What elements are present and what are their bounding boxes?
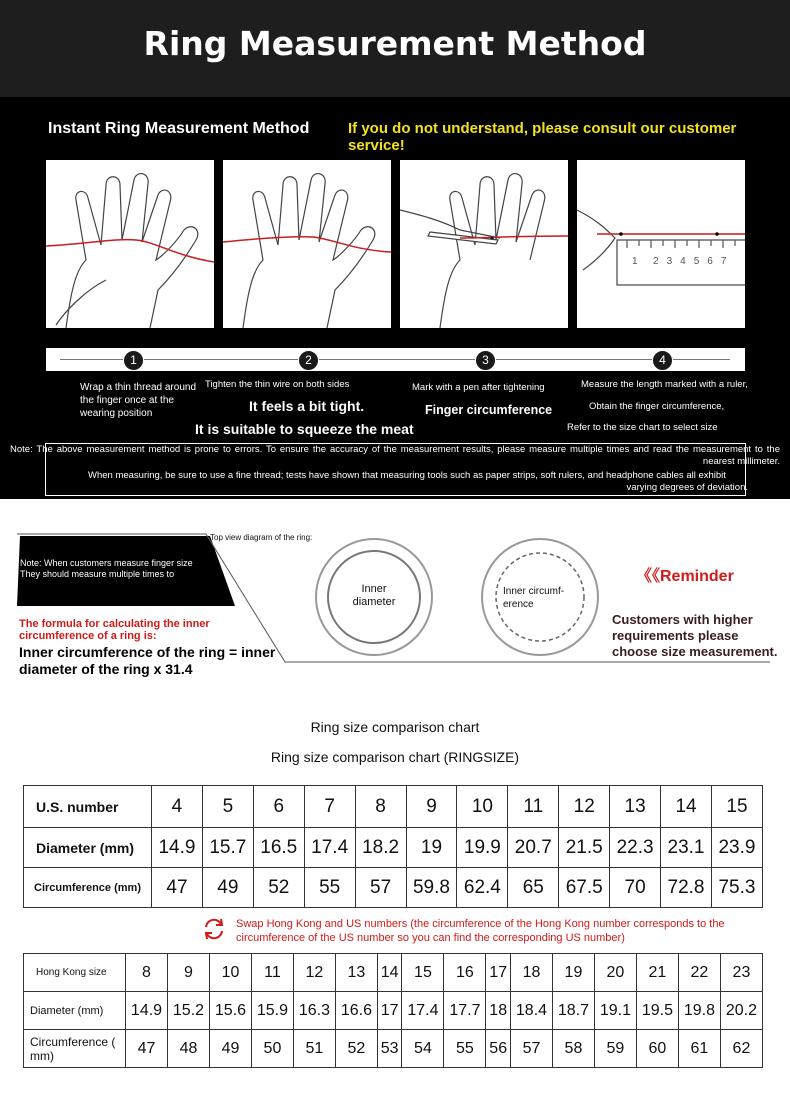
table-cell: 17.4 xyxy=(304,828,355,868)
chart-title: Ring size comparison chart xyxy=(310,719,480,735)
step-2-small-text: Tighten the thin wire on both sides xyxy=(205,379,350,390)
table-cell: 11 xyxy=(251,954,293,992)
row-label: U.S. number xyxy=(24,786,152,828)
table-cell: 19.9 xyxy=(457,828,508,868)
table-cell: 52 xyxy=(253,868,304,908)
ring-inner-diameter-label: Inner diameter xyxy=(352,583,396,608)
table-cell: 16.5 xyxy=(253,828,304,868)
step-4-illustration xyxy=(577,160,745,328)
step-3-small-text: Mark with a pen after tightening xyxy=(412,382,545,393)
table-cell: 19.1 xyxy=(594,992,636,1030)
table-cell: 61 xyxy=(678,1030,720,1068)
step-3-marker: 3 xyxy=(475,350,496,371)
chart-subtitle: Ring size comparison chart (RINGSIZE) xyxy=(270,749,520,765)
table-cell: 10 xyxy=(457,786,508,828)
table-cell: 16 xyxy=(444,954,486,992)
table-cell: 18.2 xyxy=(355,828,406,868)
table-cell: 17.4 xyxy=(402,992,444,1030)
step-3-illustration xyxy=(400,160,568,328)
step-1-text: Wrap a thin thread around the finger once at the wearing position xyxy=(80,382,197,419)
table-cell: 7 xyxy=(304,786,355,828)
table-cell: 54 xyxy=(402,1030,444,1068)
table-cell: 48 xyxy=(167,1030,209,1068)
table-cell: 47 xyxy=(152,868,203,908)
consult-notice: If you do not understand, please consult our customer service! xyxy=(348,120,737,154)
table-cell: 18.7 xyxy=(552,992,594,1030)
table-cell: 9 xyxy=(406,786,457,828)
table-cell: 62.4 xyxy=(457,868,508,908)
table-cell: 23.9 xyxy=(711,828,762,868)
us-number-row xyxy=(24,786,763,828)
customer-requirement-note: Customers with higher requirements please choose size measurement. xyxy=(612,612,778,659)
table-cell: 59 xyxy=(594,1030,636,1068)
table-cell: 72.8 xyxy=(661,868,712,908)
table-cell: 16.6 xyxy=(335,992,377,1030)
row-label: Circumference (mm) xyxy=(24,868,152,908)
table-cell: 67.5 xyxy=(559,868,610,908)
step-2-line2: It is suitable to squeeze the meat xyxy=(195,421,414,437)
table-cell: 20.7 xyxy=(508,828,559,868)
formula-intro: The formula for calculating the inner circumference of a ring is: xyxy=(19,618,210,642)
step-4-marker: 4 xyxy=(652,350,673,371)
table-cell: 19.8 xyxy=(678,992,720,1030)
table-cell: 65 xyxy=(508,868,559,908)
table-cell: 15.2 xyxy=(167,992,209,1030)
step-bar-line xyxy=(60,359,730,360)
table-cell: 15 xyxy=(402,954,444,992)
table-cell: 18 xyxy=(510,954,552,992)
table-cell: 62 xyxy=(720,1030,762,1068)
table-cell: 75.3 xyxy=(711,868,762,908)
table-cell: 21.5 xyxy=(559,828,610,868)
table-cell: 5 xyxy=(202,786,253,828)
row-label: Circumference ( mm) xyxy=(24,1030,126,1068)
table-cell: 57 xyxy=(355,868,406,908)
step-4-line3: Refer to the size chart to select size xyxy=(567,422,718,433)
table-cell: 11 xyxy=(508,786,559,828)
table-cell: 22 xyxy=(678,954,720,992)
table-cell: 9 xyxy=(167,954,209,992)
table-cell: 14 xyxy=(377,954,402,992)
hk-number-row xyxy=(24,954,763,992)
step-2-line1: It feels a bit tight. xyxy=(249,398,365,414)
table-cell: 56 xyxy=(486,1030,511,1068)
ruler-number-1: 1 xyxy=(632,256,638,267)
step-1-illustration xyxy=(46,160,214,328)
table-cell: 10 xyxy=(209,954,251,992)
table-cell: 50 xyxy=(251,1030,293,1068)
reminder-heading: 《《Reminder xyxy=(636,568,734,585)
step-4-line2: Obtain the finger circumference, xyxy=(589,401,725,412)
ruler-numbers: 234567 xyxy=(653,256,735,267)
hk-size-table xyxy=(23,953,763,1068)
table-cell: 16.3 xyxy=(293,992,335,1030)
table-cell: 12 xyxy=(559,786,610,828)
table-cell: 14.9 xyxy=(126,992,168,1030)
step-2-marker: 2 xyxy=(298,350,319,371)
table-cell: 70 xyxy=(610,868,661,908)
table-cell: 52 xyxy=(335,1030,377,1068)
table-cell: 6 xyxy=(253,786,304,828)
table-cell: 17.7 xyxy=(444,992,486,1030)
table-cell: 60 xyxy=(636,1030,678,1068)
instruction-title: Instant Ring Measurement Method xyxy=(48,120,310,137)
table-cell: 15.9 xyxy=(251,992,293,1030)
page-title: Ring Measurement Method xyxy=(143,24,647,63)
table-cell: 51 xyxy=(293,1030,335,1068)
table-cell: 17 xyxy=(486,954,511,992)
step-4-line1: Measure the length marked with a ruler, xyxy=(581,379,748,390)
table-cell: 22.3 xyxy=(610,828,661,868)
us-circumference-row xyxy=(24,868,763,908)
table-cell: 19.5 xyxy=(636,992,678,1030)
swap-icon xyxy=(202,917,226,941)
us-size-table xyxy=(23,785,763,908)
table-cell: 23 xyxy=(720,954,762,992)
table-cell: 14.9 xyxy=(152,828,203,868)
table-cell: 12 xyxy=(293,954,335,992)
table-cell: 55 xyxy=(444,1030,486,1068)
table-cell: 47 xyxy=(126,1030,168,1068)
step-1-marker: 1 xyxy=(123,350,144,371)
us-diameter-row xyxy=(24,828,763,868)
table-cell: 23.1 xyxy=(661,828,712,868)
table-cell: 59.8 xyxy=(406,868,457,908)
row-label: Hong Kong size xyxy=(24,954,126,992)
ring-inner-circumference-label: Inner circumf- erence xyxy=(503,586,565,610)
table-cell: 21 xyxy=(636,954,678,992)
table-cell: 8 xyxy=(355,786,406,828)
table-cell: 15.7 xyxy=(202,828,253,868)
table-cell: 15 xyxy=(711,786,762,828)
table-cell: 13 xyxy=(335,954,377,992)
table-cell: 20.2 xyxy=(720,992,762,1030)
table-cell: 49 xyxy=(202,868,253,908)
table-cell: 18 xyxy=(486,992,511,1030)
table-cell: 13 xyxy=(610,786,661,828)
row-label: Diameter (mm) xyxy=(24,992,126,1030)
table-cell: 20 xyxy=(594,954,636,992)
formula: Inner circumference of the ring = inner diameter of the ring x 31.4 xyxy=(19,644,276,677)
table-cell: 58 xyxy=(552,1030,594,1068)
table-cell: 53 xyxy=(377,1030,402,1068)
note-fine-thread: When measuring, be sure to use a fine thread; tests have shown that measuring tools such as paper strips, soft rulers, and headphone cables all exhibit varying degrees of deviation. xyxy=(88,470,748,493)
table-cell: 18.4 xyxy=(510,992,552,1030)
table-cell: 55 xyxy=(304,868,355,908)
table-cell: 19 xyxy=(552,954,594,992)
topview-label: Top view diagram of the ring: xyxy=(210,533,313,542)
step-2-illustration xyxy=(223,160,391,328)
hk-diameter-row xyxy=(24,992,763,1030)
table-cell: 14 xyxy=(661,786,712,828)
note-accuracy: Note: The above measurement method is prone to errors. To ensure the accuracy of the measurement results, please measure multiple times and read the measurement to the nearest millimeter. xyxy=(10,444,780,467)
table-cell: 15.6 xyxy=(209,992,251,1030)
table-cell: 57 xyxy=(510,1030,552,1068)
hk-circumference-row xyxy=(24,1030,763,1068)
table-cell: 8 xyxy=(126,954,168,992)
row-label: Diameter (mm) xyxy=(24,828,152,868)
table-cell: 49 xyxy=(209,1030,251,1068)
table-cell: 4 xyxy=(152,786,203,828)
measure-note: Note: When customers measure finger size They should measure multiple times to xyxy=(20,558,193,579)
table-cell: 17 xyxy=(377,992,402,1030)
step-3-big-text: Finger circumference xyxy=(425,403,553,417)
table-cell: 19 xyxy=(406,828,457,868)
swap-note: Swap Hong Kong and US numbers (the circumference of the Hong Kong number corresponds to the circumference of the US number so you can find the corresponding US number) xyxy=(236,918,725,944)
